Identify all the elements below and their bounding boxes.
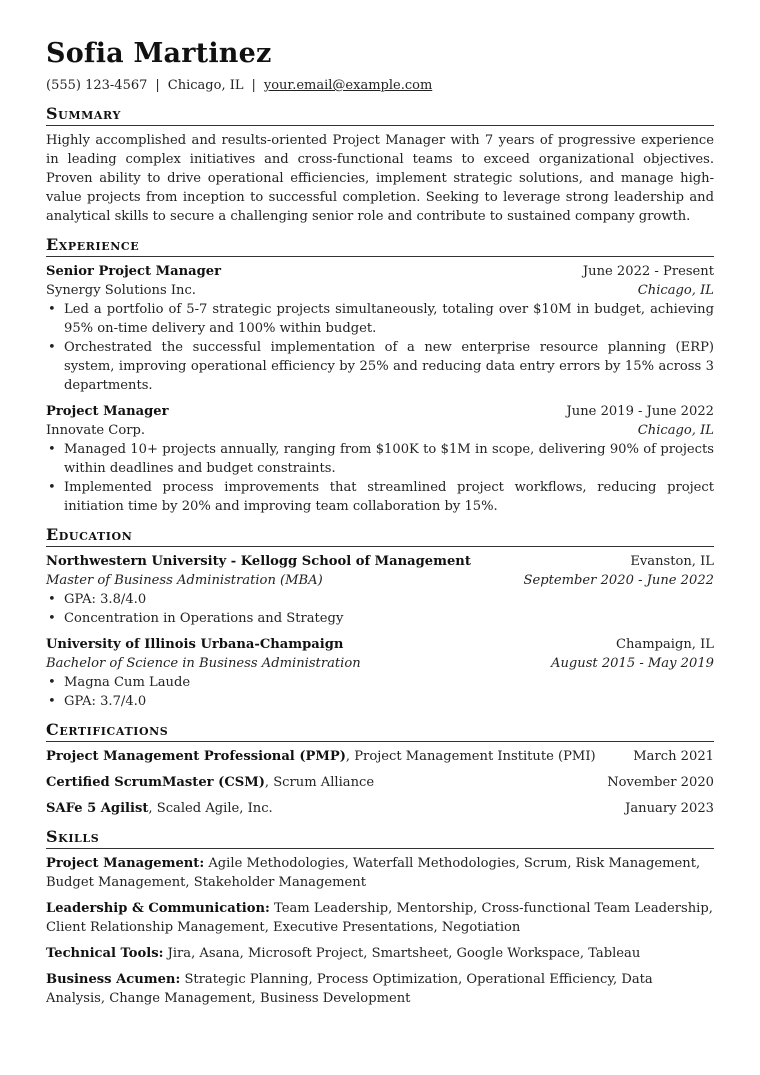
certification-name: Certified ScrumMaster (CSM) — [46, 775, 265, 790]
certification-issuer: , Scaled Agile, Inc. — [148, 801, 273, 816]
list-item: • Magna Cum Laude — [64, 673, 714, 692]
education-bullets — [46, 590, 714, 628]
location: Chicago, IL — [167, 78, 244, 93]
job-entry — [46, 402, 714, 516]
summary-text: Highly accomplished and results-oriented Project Manager with 7 years of progressive experience in leading complex initiatives and cross-functional teams to exceed organizational objectives. Proven ability to drive operational efficiencies, implement strategic solutions, and manage high-value projects from inception to successful completion. Seeking to leverage strong leadership and analytical skills to secure a challenging senior role and contribute to sustained company growth. — [46, 133, 714, 224]
skill-text: Agile Methodologies, Waterfall Methodologies, Scrum, Risk Management, Budget Management, Stakeholder Management — [46, 856, 701, 890]
degree: Master of Business Administration (MBA) — [46, 573, 323, 588]
certification-date: November 2020 — [607, 775, 714, 790]
list-item: • GPA: 3.7/4.0 — [64, 692, 714, 711]
skill-text: Team Leadership, Mentorship, Cross-functional Team Leadership, Client Relationship Management, Executive Presentations, Negotiation — [46, 901, 713, 935]
skill-item — [46, 899, 714, 937]
skill-item — [46, 970, 714, 1008]
list-item: • Concentration in Operations and Strategy — [64, 609, 714, 628]
job-location: Chicago, IL — [637, 283, 714, 298]
phone-number: (555) 123-4567 — [46, 78, 148, 93]
list-item: • Orchestrated the successful implementation of a new enterprise resource planning (ERP) system, improving operational efficiency by 25% and reducing data entry errors by 15% across 3 departments. — [64, 338, 714, 395]
job-role: Project Manager — [46, 404, 169, 419]
job-bullets — [46, 440, 714, 516]
job-bullets — [46, 300, 714, 395]
skill-label: Project Management: — [46, 856, 205, 871]
job-company: Synergy Solutions Inc. — [46, 283, 196, 298]
list-item: • Implemented process improvements that streamlined project workflows, reducing project initiation time by 20% and improving team collaboration by 15%. — [64, 478, 714, 516]
degree: Bachelor of Science in Business Administration — [46, 656, 361, 671]
skill-item — [46, 944, 714, 963]
certification-issuer: , Project Management Institute (PMI) — [345, 749, 596, 764]
job-company: Innovate Corp. — [46, 423, 146, 438]
contact-separator: | — [155, 78, 160, 93]
education-entry — [46, 552, 714, 628]
summary-heading: Summary — [46, 104, 714, 126]
school-name: Northwestern University - Kellogg School of Management — [46, 554, 471, 569]
education-bullets — [46, 673, 714, 711]
school-location: Evanston, IL — [630, 554, 714, 569]
skill-label: Business Acumen: — [46, 972, 181, 987]
skill-label: Leadership & Communication: — [46, 901, 270, 916]
skills-heading: Skills — [46, 827, 714, 849]
certifications-heading: Certifications — [46, 720, 714, 742]
school-name: University of Illinois Urbana-Champaign — [46, 637, 344, 652]
skill-text: Strategic Planning, Process Optimization, Operational Efficiency, Data Analysis, Change Management, Business Development — [46, 972, 653, 1006]
certification-date: March 2021 — [633, 749, 714, 764]
contact-separator: | — [251, 78, 256, 93]
education-dates: August 2015 - May 2019 — [550, 656, 714, 671]
education-dates: September 2020 - June 2022 — [523, 573, 714, 588]
email-link[interactable]: your.email@example.com — [263, 78, 433, 93]
skill-item — [46, 854, 714, 892]
certification-item — [46, 799, 714, 818]
job-role: Senior Project Manager — [46, 264, 221, 279]
certification-item — [46, 747, 714, 766]
job-dates: June 2019 - June 2022 — [566, 404, 714, 419]
education-entry — [46, 635, 714, 711]
contact-line — [46, 76, 714, 95]
job-dates: June 2022 - Present — [582, 264, 714, 279]
candidate-name: Sofia Martinez — [46, 38, 272, 69]
job-entry — [46, 262, 714, 395]
certification-item — [46, 773, 714, 792]
certification-name: SAFe 5 Agilist — [46, 801, 149, 816]
experience-heading: Experience — [46, 235, 714, 257]
list-item: • Managed 10+ projects annually, ranging from $100K to $1M in scope, delivering 90% of projects within deadlines and budget constraints. — [64, 440, 714, 478]
certification-issuer: , Scrum Alliance — [264, 775, 375, 790]
job-location: Chicago, IL — [637, 423, 714, 438]
list-item: • Led a portfolio of 5-7 strategic projects simultaneously, totaling over $10M in budget, achieving 95% on-time delivery and 100% within budget. — [64, 300, 714, 338]
certification-name: Project Management Professional (PMP) — [46, 749, 346, 764]
school-location: Champaign, IL — [615, 637, 714, 652]
certification-date: January 2023 — [625, 801, 714, 816]
list-item: • GPA: 3.8/4.0 — [64, 590, 714, 609]
skill-label: Technical Tools: — [46, 946, 164, 961]
education-heading: Education — [46, 525, 714, 547]
skill-text: Jira, Asana, Microsoft Project, Smartsheet, Google Workspace, Tableau — [163, 946, 641, 961]
